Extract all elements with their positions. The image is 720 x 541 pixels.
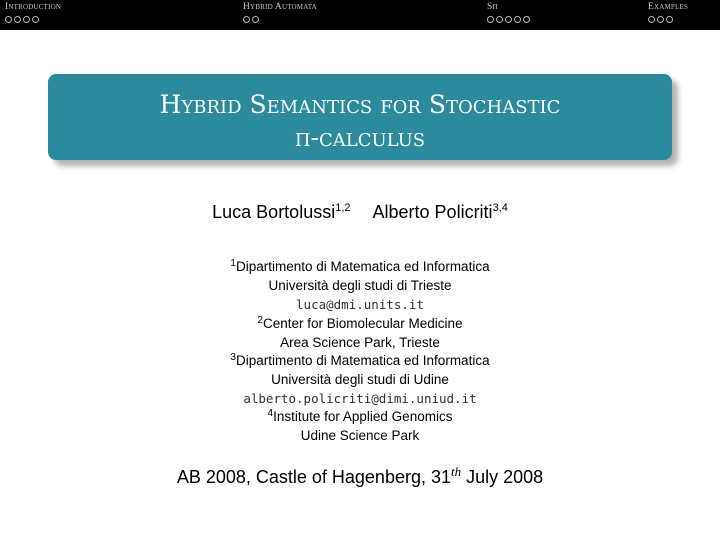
email-text: alberto.policriti@dimi.uniud.it — [243, 391, 477, 406]
nav-dots-introduction — [5, 16, 39, 24]
title-line-1: Hybrid Semantics for Stochastic — [159, 90, 561, 119]
affiliation-line — [0, 277, 720, 294]
nav-progress-dot[interactable] — [32, 16, 39, 23]
nav-dots-examples — [648, 16, 673, 24]
nav-progress-dot[interactable] — [505, 16, 512, 23]
nav-progress-dot[interactable] — [648, 16, 655, 23]
nav-progress-dot[interactable] — [666, 16, 673, 23]
affiliation-text: Dipartimento di Matematica ed Informatica — [235, 353, 490, 368]
author-name: Alberto Policriti — [372, 202, 493, 222]
affiliation-line — [0, 315, 720, 332]
nav-progress-dot[interactable] — [252, 16, 259, 23]
affiliation-line — [0, 352, 720, 369]
nav-progress-dot[interactable] — [487, 16, 494, 23]
nav-progress-dot[interactable] — [657, 16, 664, 23]
nav-progress-dot[interactable] — [23, 16, 30, 23]
event-ordinal-suffix: th — [451, 464, 462, 479]
affiliation-mark: 3 — [230, 352, 236, 363]
affiliation-text: Udine Science Park — [300, 428, 420, 443]
nav-progress-dot[interactable] — [14, 16, 21, 23]
nav-progress-dot[interactable] — [243, 16, 250, 23]
affiliation-line — [0, 334, 720, 351]
affiliation-line — [0, 371, 720, 388]
nav-section-hybrid-automata[interactable]: Hybrid Automata — [243, 2, 317, 12]
affiliation-line — [0, 408, 720, 425]
affiliation-line — [0, 427, 720, 444]
event-text: AB 2008, Castle of Hagenberg, 31 — [176, 467, 451, 487]
affiliation-mark: 1 — [230, 258, 236, 269]
email-address — [0, 296, 720, 313]
nav-progress-dot[interactable] — [523, 16, 530, 23]
affiliation-text: Center for Biomolecular Medicine — [262, 316, 463, 331]
nav-section-introduction[interactable]: Introduction — [5, 2, 62, 12]
presentation-title — [48, 88, 672, 154]
author-affiliation-mark: 1,2 — [335, 202, 351, 214]
affiliation-text: Area Science Park, Trieste — [280, 335, 440, 350]
author-affiliation-mark: 3,4 — [492, 202, 508, 214]
affiliation-text: Università degli studi di Udine — [271, 372, 449, 387]
email-address — [0, 390, 720, 407]
navigation-bar — [0, 0, 720, 30]
nav-progress-dot[interactable] — [496, 16, 503, 23]
event-date: July 2008 — [461, 467, 544, 487]
nav-dots-s-pi — [487, 16, 530, 24]
affiliation-mark: 4 — [267, 408, 274, 419]
event-line — [0, 464, 720, 488]
affiliation-text: Dipartimento di Matematica ed Informatica — [235, 259, 490, 274]
affiliation-line — [0, 258, 720, 275]
author-name: Luca Bortolussi — [212, 202, 336, 222]
email-text: luca@dmi.units.it — [296, 297, 424, 312]
nav-dots-hybrid-automata — [243, 16, 259, 24]
nav-progress-dot[interactable] — [5, 16, 12, 23]
affiliation-text: Università degli studi di Trieste — [268, 278, 452, 293]
title-line-2: π-calculus — [294, 123, 426, 152]
nav-progress-dot[interactable] — [514, 16, 521, 23]
title-box — [48, 74, 672, 160]
affiliation-text: Institute for Applied Genomics — [273, 409, 453, 424]
nav-section-s-pi[interactable]: Sπ — [487, 2, 498, 12]
authors — [0, 202, 720, 223]
nav-section-examples[interactable]: Examples — [648, 2, 689, 12]
affiliation-mark: 2 — [257, 315, 263, 326]
